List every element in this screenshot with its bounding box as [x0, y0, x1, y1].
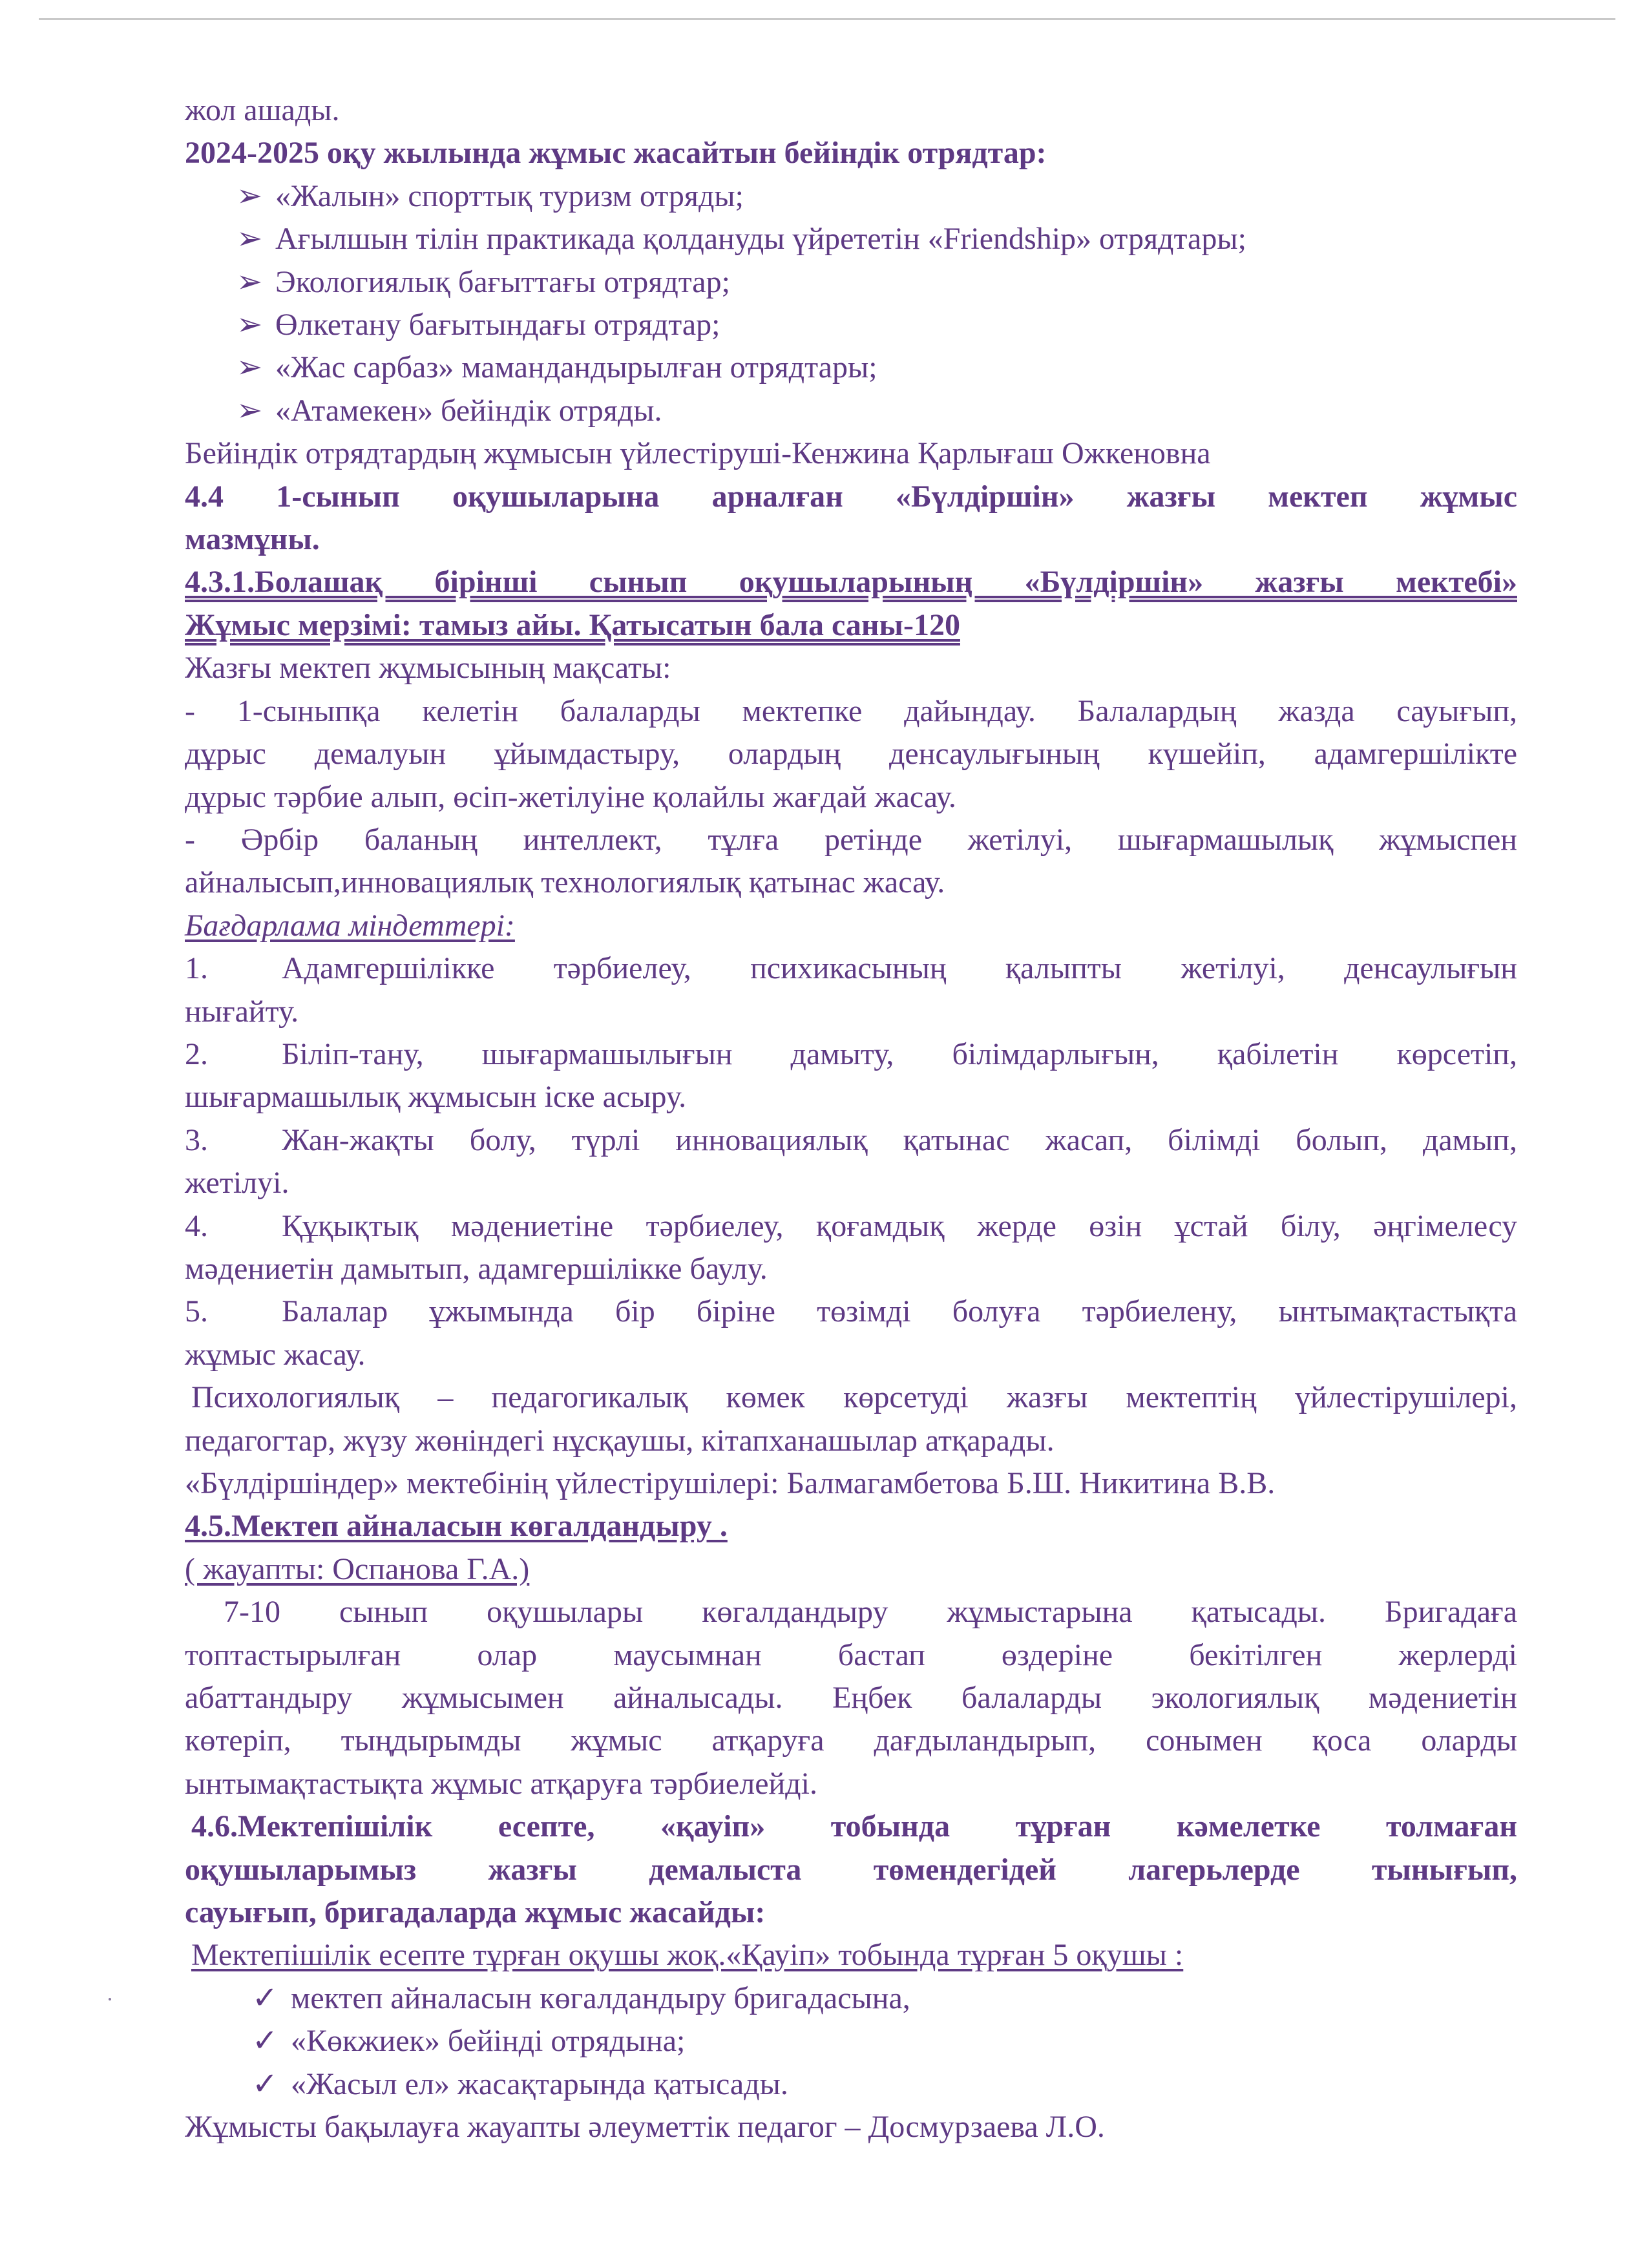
list-item: ✓ мектеп айналасын көгалдандыру бригадасына,: [185, 1977, 1517, 2020]
arrow-bullet-icon: ➢: [236, 308, 263, 342]
arrow-bullet-icon: ➢: [236, 178, 263, 213]
checkmark-icon: ✓: [252, 1980, 278, 2015]
text-line: топтастырылған олар маусымнан бастап өздеріне бекітілген жерлерді: [185, 1637, 1517, 1672]
list-item: 3. Жан-жақты болу, түрлі инновациялық қатынас жасап, білімді болып, дамып,: [185, 1122, 1517, 1157]
list-item: ✓ «Көкжиек» бейінді отрядына;: [185, 2020, 1517, 2063]
list-item: ➢ «Атамекен» бейіндік отряды.: [185, 390, 1517, 432]
subsection-heading: Жұмыс мерзімі: тамыз айы. Қатысатын бала саны-120: [185, 607, 960, 642]
text-line: Психологиялық – педагогикалық көмек көрсетуді жазғы мектептің үйлестірушілері,: [191, 1380, 1517, 1415]
top-rule: [39, 18, 1615, 20]
text-line: жол ашады.: [185, 93, 340, 127]
section-heading: 4.4 1-сынып оқушыларына арналған «Бүлдіршін» жазғы мектеп жұмыс: [185, 479, 1517, 514]
document-page: [185, 89, 1517, 2149]
arrow-bullet-icon: ➢: [236, 222, 263, 257]
text-line: 7-10 сынып оқушылары көгалдандыру жұмыстарына қатысады. Бригадаға: [224, 1595, 1517, 1630]
text-line: шығармашылық жұмысын іске асыру.: [185, 1080, 687, 1115]
arrow-bullet-icon: ➢: [236, 393, 263, 428]
list-item: 5. Балалар ұжымында бір біріне төзімді болуға тәрбиелену, ынтымақтастықта: [185, 1294, 1517, 1329]
checkmark-icon: ✓: [252, 2066, 278, 2101]
text-line: - 1-сыныпқа келетін балаларды мектепке дайындау. Балалардың жазда сауығып,: [185, 693, 1517, 728]
section-heading: оқушыларымыз жазғы демалыста төмендегідей лагерьлерде тынығып,: [185, 1852, 1517, 1887]
list-item: 4. Құқықтық мәдениетіне тәрбиелеу, қоғамдық жерде өзін ұстай білу, әңгімелесу: [185, 1208, 1517, 1243]
list-item: ➢ Ағылшын тілін практикада қолдануды үйрететін «Friendship» отрядтары;: [185, 218, 1517, 260]
text-line: дұрыс тәрбие алып, өсіп-жетілуіне қолайлы жағдай жасау.: [185, 779, 956, 814]
list-item: ➢ «Жалын» спорттық туризм отряды;: [185, 175, 1517, 218]
section-heading: 2024-2025 оқу жылында жұмыс жасайтын бейіндік отрядтар:: [185, 136, 1047, 171]
coordinator-line: «Бүлдіршіндер» мектебінің үйлестірушілері: Балмагамбетова Б.Ш. Никитина В.В.: [185, 1466, 1276, 1500]
section-heading: мазмұны.: [185, 522, 320, 557]
arrow-bullet-icon: ➢: [236, 264, 263, 299]
list-item: ✓ «Жасыл ел» жасақтарында қатысады.: [185, 2063, 1517, 2106]
profile-squads-list: [185, 175, 1517, 432]
text-line: абаттандыру жұмысымен айналысады. Еңбек балаларды экологиялық мәдениетін: [185, 1681, 1517, 1716]
subsection-heading: 4.3.1.Болашақ бірінші сынып оқушыларының «Бүлдіршін» жазғы мектебі»: [185, 565, 1517, 600]
tasks-list: [185, 947, 1517, 1376]
scan-speck: [109, 1998, 111, 2000]
list-item: 1. Адамгершілікке тәрбиелеу, психикасының қалыпты жетілуі, денсаулығын: [185, 951, 1517, 986]
list-item: ➢ Өлкетану бағытындағы отрядтар;: [185, 304, 1517, 346]
checkmark-icon: ✓: [252, 2024, 278, 2059]
text-line: көтеріп, тыңдырымды жұмыс атқаруға дағдыландырып, сонымен қоса оларды: [185, 1723, 1517, 1758]
text-line: дұрыс демалуын ұйымдастыру, олардың денсаулығының күшейіп, адамгершілікте: [185, 737, 1517, 772]
text-line: нығайту.: [185, 994, 299, 1029]
text-line: ынтымақтастықта жұмыс атқаруға тәрбиелейді.: [185, 1766, 817, 1801]
arrow-bullet-icon: ➢: [236, 350, 263, 385]
text-line: - Әрбір баланың интеллект, тұлға ретінде жетілуі, шығармашылық жұмыспен: [185, 822, 1517, 857]
list-item: ➢ «Жас сарбаз» мамандандырылған отрядтары;: [185, 346, 1517, 389]
section-heading: 4.6.Мектепішілік есепте, «қауіп» тобында тұрған кәмелетке толмаған: [191, 1809, 1517, 1844]
aim-title: Жазғы мектеп жұмысының мақсаты:: [185, 651, 671, 686]
risk-group-line: Мектепішілік есепте тұрған оқушы жоқ.«Қауіп» тобында тұрған 5 оқушы :: [191, 1938, 1184, 1973]
responsible-line: Жұмысты бақылауға жауапты әлеуметтік педагог – Досмурзаева Л.О.: [185, 2110, 1105, 2145]
list-item: 2. Біліп-тану, шығармашылығын дамыту, білімдарлығын, қабілетін көрсетіп,: [185, 1036, 1517, 1071]
text-line: педагогтар, жүзу жөніндегі нұсқаушы, кітапханашылар атқарады.: [185, 1423, 1055, 1458]
responsible-line: ( жауапты: Оспанова Г.А.): [185, 1551, 530, 1586]
assignments-list: [185, 1977, 1517, 2106]
text-line: жұмыс жасау.: [185, 1337, 366, 1372]
text-line: мәдениетін дамытып, адамгершілікке баулу.: [185, 1251, 768, 1286]
section-heading: сауығып, бригадаларда жұмыс жасайды:: [185, 1895, 766, 1930]
tasks-title: Бағдарлама міндеттері:: [185, 908, 515, 943]
text-line: жетілуі.: [185, 1166, 289, 1201]
text-line: айналысып,инновациялық технологиялық қатынас жасау.: [185, 865, 945, 900]
list-item: ➢ Экологиялық бағыттағы отрядтар;: [185, 261, 1517, 304]
section-heading: 4.5.Мектеп айналасын көгалдандыру .: [185, 1509, 728, 1544]
coordinator-line: Бейіндік отрядтардың жұмысын үйлестіруші-Кенжина Қарлығаш Ожкеновна: [185, 436, 1211, 471]
